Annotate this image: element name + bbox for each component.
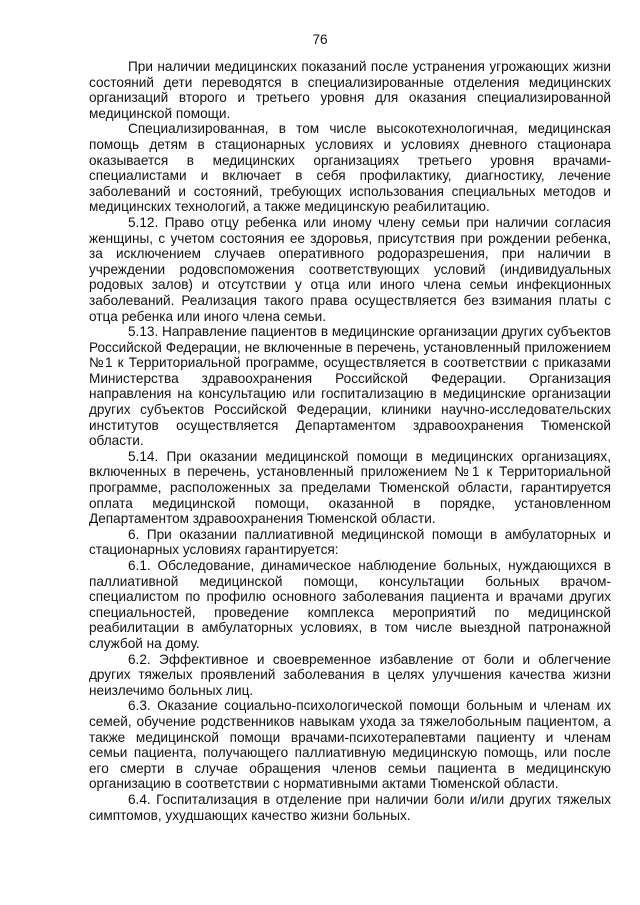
paragraph-6-1: 6.1. Обследование, динамическое наблюдение больных, нуждающихся в паллиативной медицинской помощи, консультации больных врачом-специалистом по профилю основного заболевания пациента и врачами других специальностей, проведение комплекса мероприятий по медицинской реабилитации в амбулаторных условиях, в том числе выездной патронажной службой на дому. xyxy=(89,558,611,651)
paragraph-specialized-care: Специализированная, в том числе высокотехнологичная, медицинская помощь детям в стационарных условиях и условиях дневного стационара оказывается в медицинских организациях третьего уровня врачами-специалистами и включает в себя профилактику, диагностику, лечение заболеваний и состояний, требующих использования специальных методов и медицинских технологий, а также медицинскую реабилитацию. xyxy=(89,121,611,215)
paragraph-5-12: 5.12. Право отцу ребенка или иному члену семьи при наличии согласия женщины, с учетом состояния ее здоровья, присутствия при рождении ребенка, за исключением случаев оперативного родоразрешения, при наличии в учреждении родовспоможения соответствующих условий (индивидуальных родовых залов) и отсутствии у отца или иного члена семьи инфекционных заболеваний. Реализация такого права осуществляется без взимания платы с отца ребенка или иного члена семьи. xyxy=(89,214,611,324)
paragraph-6-4: 6.4. Госпитализация в отделение при наличии боли и/или других тяжелых симптомов, ухудшающих качество жизни больных. xyxy=(89,791,611,823)
paragraph-5-14: 5.14. При оказании медицинской помощи в медицинских организациях, включенных в перечень, установленный приложением №1 к Территориальной программе, расположенных за пределами Тюменской области, гарантируется оплата медицинской помощи, оказанной в порядке, установленном Департаментом здравоохранения Тюменской области. xyxy=(89,448,611,527)
paragraph-5-13: 5.13. Направление пациентов в медицинские организации других субъектов Российской Федерации, не включенные в перечень, установленный приложением №1 к Территориальной программе, осуществляется в соответствии с приказами Министерства здравоохранения Российской Федерации. Организация направления на консультацию или госпитализацию в медицинские организации других субъектов Российской Федерации, клиники научно-исследовательских институтов осуществляется Департаментом здравоохранения Тюменской области. xyxy=(89,324,611,449)
paragraph-pediatric-transfer: При наличии медицинских показаний после устранения угрожающих жизни состояний дети переводятся в специализированные отделения медицинских организаций второго и третьего уровня для оказания специализированной медицинской помощи. xyxy=(89,59,611,121)
paragraph-6-3: 6.3. Оказание социально-психологической помощи больным и членам их семей, обучение родственников навыкам ухода за тяжелобольным пациентом, а также медицинской помощи врачами-психотерапевтами пациенту и членам семьи пациента, получающего паллиативную медицинскую помощь, или после его смерти в случае обращения членов семьи пациента в медицинскую организацию в соответствии с нормативными актами Тюменской области. xyxy=(89,698,611,792)
page-number: 76 xyxy=(312,32,328,47)
paragraph-6: 6. При оказании паллиативной медицинской помощи в амбулаторных и стационарных условиях гарантируется: xyxy=(89,526,611,558)
paragraph-6-2: 6.2. Эффективное и своевременное избавление от боли и облегчение других тяжелых проявлений заболевания в целях улучшения качества жизни неизлечимо больных лиц. xyxy=(89,651,611,698)
document-body xyxy=(89,59,611,823)
